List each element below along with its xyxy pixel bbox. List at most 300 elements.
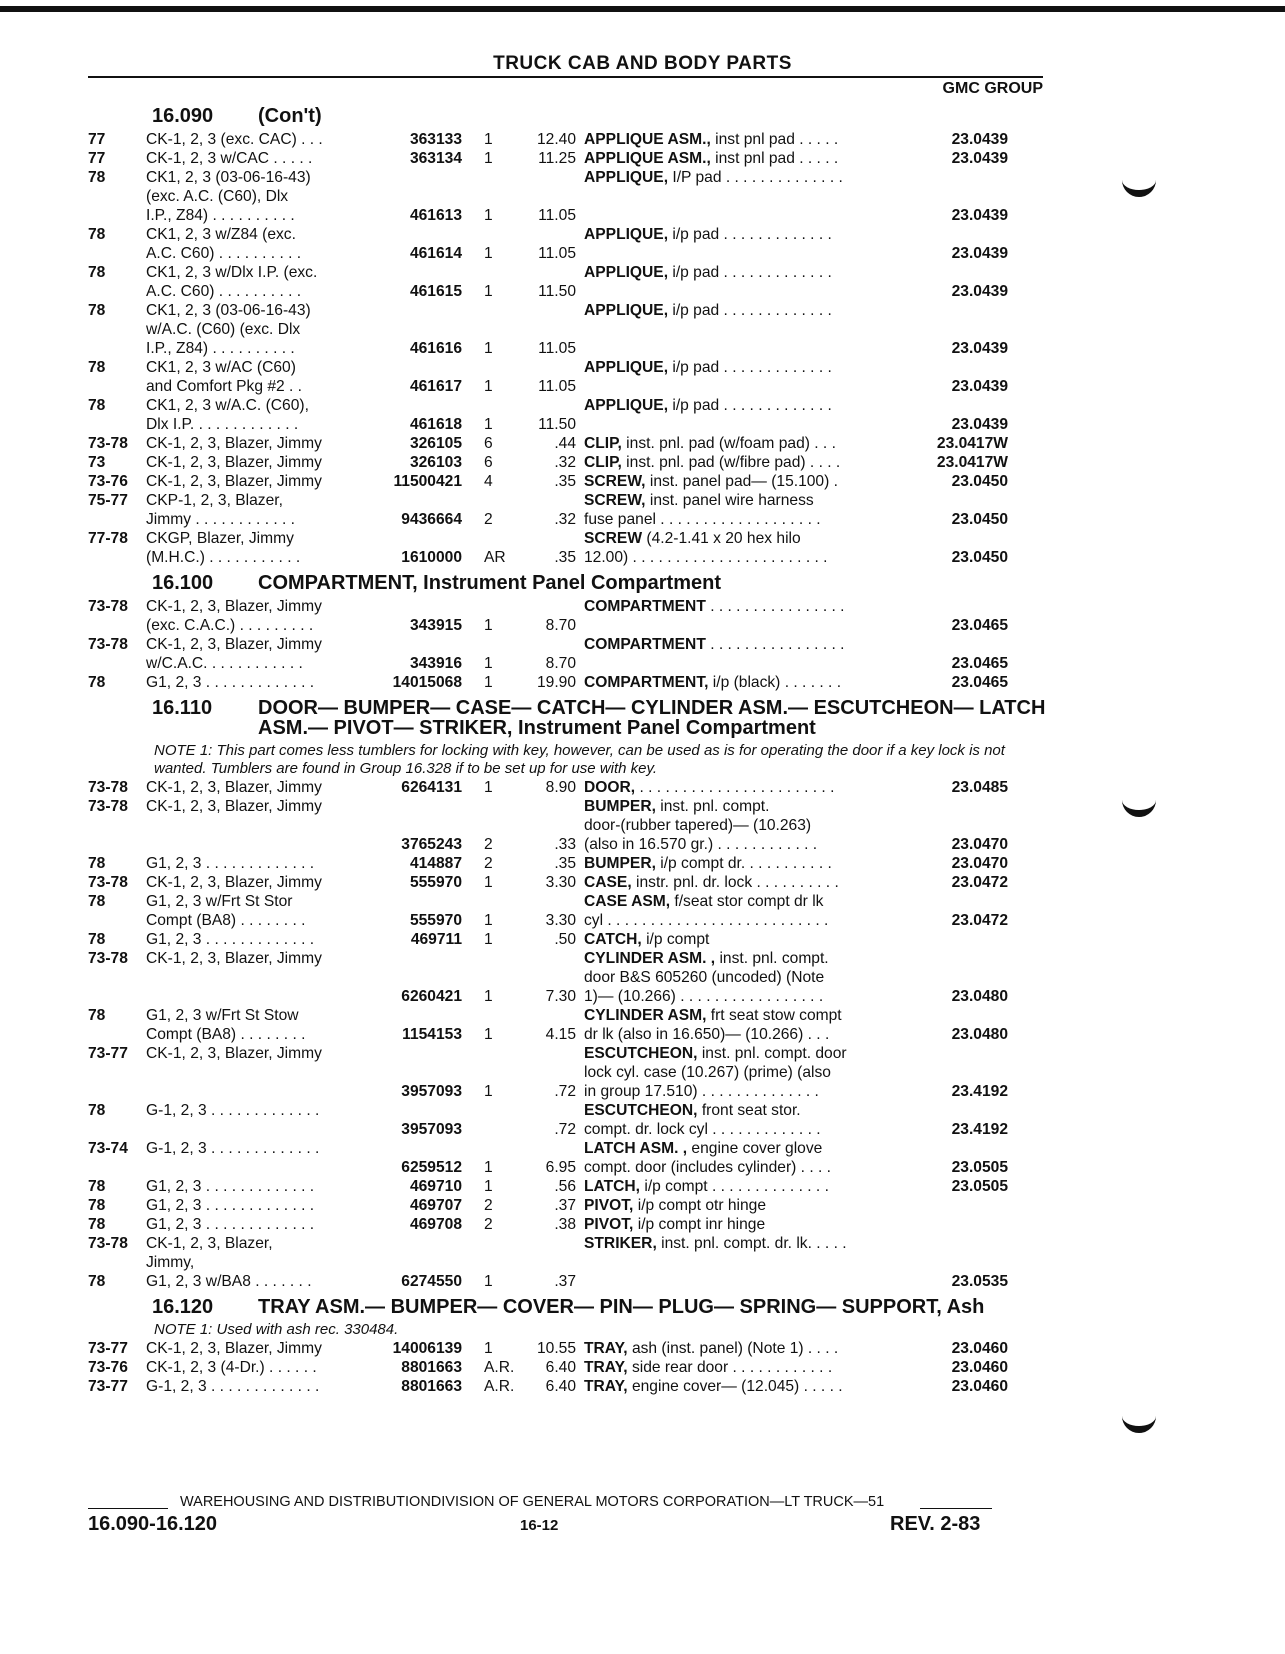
part-row [88,797,1048,854]
section-16.090 [88,106,1048,567]
price: 4.15 [545,1026,576,1043]
gmc-group-number: 23.0465 [951,655,1008,672]
application: CK1, 2, 3 (03-06-16-43) w/A.C. (C60) (exc. Dlx I.P., Z84) . . . . . . . . . . [146,302,311,357]
part-detail: inst. pnl. compt. door-(rubber tapered)— (10.263) (also in 16.570 gr.) . . . . . . . . . . . . [584,798,818,853]
part-detail: i/p compt [641,931,710,948]
section-heading [88,698,1048,738]
part-detail: i/p pad . . . . . . . . . . . . . [668,226,832,243]
part-name: COMPARTMENT [584,636,706,653]
gmc-group-number: 23.0485 [951,779,1008,796]
price: .32 [554,511,576,528]
application: G1, 2, 3 . . . . . . . . . . . . . [146,1216,315,1233]
description [576,529,898,567]
quantity: 2 [484,836,493,853]
price: .72 [554,1083,576,1100]
application: G-1, 2, 3 . . . . . . . . . . . . . [146,1378,320,1395]
part-number: 363133 [409,131,462,148]
part-row [88,673,1048,692]
application: CK-1, 2, 3, Blazer, Jimmy [146,874,322,891]
application: CK-1, 2, 3, Blazer, Jimmy [146,1340,322,1357]
gmc-group-number: 23.0465 [951,674,1008,691]
gmc-group-number: 23.0439 [951,207,1008,224]
part-name: SCREW [584,530,643,547]
description [576,778,898,797]
part-name: SCREW, [584,492,646,509]
model-years: 75-77 [88,492,128,509]
application: CK-1, 2, 3, Blazer, Jimmy w/C.A.C. . . . . . . . . . . . [146,636,322,672]
model-years: 73-78 [88,950,128,967]
price: 11.05 [538,207,576,224]
section-number: 16.090 [152,105,214,127]
part-row [88,597,1048,635]
description [576,225,898,244]
gmc-group-number: 23.0460 [951,1378,1008,1395]
price: .35 [554,855,576,872]
part-name: CYLINDER ASM. , [584,950,716,967]
quantity: 2 [484,1216,493,1233]
part-row [88,892,1048,930]
gmc-group-number: 23.0505 [951,1159,1008,1176]
section-number: 16.100 [152,572,214,594]
model-years: 73 [88,454,106,471]
description [576,597,898,616]
gmc-group-number: 23.0439 [951,245,1008,262]
part-row [88,1358,1048,1377]
gmc-group-number: 23.4192 [951,1083,1008,1100]
application: CK1, 2, 3 w/AC (C60) and Comfort Pkg #2 . . [146,359,303,395]
part-number: 14006139 [392,1340,462,1357]
section-heading [88,573,1048,593]
gmc-group-number: 23.0450 [951,511,1008,528]
gmc-group-number: 23.0480 [951,988,1008,1005]
gmc-group-number: 23.0470 [951,855,1008,872]
description [576,1215,898,1234]
model-years: 78 [88,893,106,910]
application: G1, 2, 3 . . . . . . . . . . . . . [146,674,315,691]
model-years: 73-77 [88,1378,128,1395]
part-name: CYLINDER ASM, [584,1007,707,1024]
part-number: 469711 [410,931,462,948]
application: G1, 2, 3 w/Frt St Stow Compt (BA8) . . . . . . . . [146,1007,306,1043]
part-name: APPLIQUE ASM., [584,131,711,148]
part-row [88,1101,1048,1139]
part-row [88,168,1048,225]
price: 7.30 [545,988,576,1005]
part-detail: I/P pad . . . . . . . . . . . . . . [668,169,843,186]
part-row [88,529,1048,567]
quantity: 4 [484,473,493,490]
description [576,1358,898,1377]
part-name: STRIKER, [584,1235,657,1252]
part-row [88,949,1048,1006]
section-number: 16.110 [152,697,213,719]
part-detail: i/p compt . . . . . . . . . . . . . . [640,1178,829,1195]
model-years: 78 [88,1197,106,1214]
part-name: APPLIQUE, [584,359,669,376]
part-row [88,434,1048,453]
gmc-group-number: 23.0535 [951,1273,1008,1290]
application: G-1, 2, 3 . . . . . . . . . . . . . [146,1140,320,1157]
footer-rule-left [88,1508,168,1509]
gmc-group-number: 23.0439 [951,378,1008,395]
application: CK1, 2, 3 w/Dlx I.P. (exc. A.C. C60) . . . . . . . . . . [146,264,318,300]
price: 11.50 [538,283,576,300]
description [576,797,898,854]
application: CK-1, 2, 3, Blazer, Jimmy [146,473,322,490]
price: 8.70 [545,617,576,634]
part-number: 6264131 [401,779,462,796]
price: 3.30 [545,912,576,929]
quantity: 1 [484,988,493,1005]
binder-hole-top [1122,160,1156,197]
model-years: 78 [88,226,106,243]
part-row [88,358,1048,396]
part-detail: i/p compt dr. . . . . . . . . . . [655,855,832,872]
section-16.110 [88,698,1048,1291]
part-number: 469710 [409,1178,462,1195]
application: G1, 2, 3 w/Frt St Stor Compt (BA8) . . . . . . . . [146,893,306,929]
model-years: 78 [88,1102,106,1119]
price: .35 [554,549,576,566]
quantity: 1 [484,655,493,672]
part-name: COMPARTMENT [584,598,706,615]
part-name: APPLIQUE, [584,169,669,186]
gmc-group-number: 23.0470 [951,836,1008,853]
part-row [88,1139,1048,1177]
part-detail: inst. pnl. compt. door B&S 605260 (uncoded) (Note 1)— (10.266) . . . . . . . . . . . . . . . . . [584,950,829,1005]
section-title: COMPARTMENT, Instrument Panel Compartment [258,572,721,594]
part-number: 461616 [409,340,462,357]
model-years: 78 [88,855,106,872]
application: CK-1, 2, 3 (exc. CAC) . . . [146,131,323,148]
part-detail: i/p compt otr hinge [633,1197,767,1214]
description [576,949,898,1006]
part-row [88,149,1048,168]
part-name: CLIP, [584,454,622,471]
model-years: 78 [88,931,106,948]
part-row [88,1234,1048,1291]
part-name: APPLIQUE ASM., [584,150,711,167]
part-number: 469707 [409,1197,462,1214]
model-years: 78 [88,302,106,319]
application: G1, 2, 3 . . . . . . . . . . . . . [146,1197,315,1214]
application: CK-1, 2, 3, Blazer, Jimmy [146,798,322,815]
part-name: SCREW, [584,473,646,490]
description [576,358,898,377]
quantity: 1 [484,1083,493,1100]
part-number: 555970 [409,912,462,929]
price: .35 [554,473,576,490]
price: 19.90 [536,674,576,691]
price: 11.05 [538,245,576,262]
model-years: 77 [88,150,106,167]
footer-line: WAREHOUSING AND DISTRIBUTIONDIVISION OF GENERAL MOTORS CORPORATION—LT TRUCK—51 [180,1494,885,1510]
application: CK1, 2, 3 (03-06-16-43) (exc. A.C. (C60), Dlx I.P., Z84) . . . . . . . . . . [146,169,311,224]
description [576,635,898,654]
part-detail: inst. pnl. pad (w/fibre pad) . . . . [621,454,841,471]
part-detail: inst. pnl. pad (w/foam pad) . . . [621,435,836,452]
part-detail: engine cover— (12.045) . . . . . [627,1378,843,1395]
application: CK1, 2, 3 w/A.C. (C60), Dlx I.P. . . . . . . . . . . . . [146,397,309,433]
quantity: 1 [484,283,493,300]
price: .32 [554,454,576,471]
description [576,263,898,282]
model-years: 73-76 [88,1359,128,1376]
gmc-group-number: 23.0439 [951,283,1008,300]
part-name: TRAY, [584,1378,628,1395]
section-title: DOOR— BUMPER— CASE— CATCH— CYLINDER ASM.— ESCUTCHEON— LATCH ASM.— PIVOT— STRIKER, Instrument Panel Compartment [258,697,1046,739]
model-years: 73-78 [88,636,128,653]
part-row [88,1215,1048,1234]
part-detail: i/p pad . . . . . . . . . . . . . [668,302,832,319]
part-number: 1154153 [402,1026,462,1043]
model-years: 73-77 [88,1045,128,1062]
part-number: 363134 [409,150,462,167]
model-years: 73-78 [88,779,128,796]
quantity: 6 [484,435,493,452]
price: 8.90 [545,779,576,796]
section-heading [88,106,1048,126]
part-number: 461613 [409,207,462,224]
part-number: 6274550 [401,1273,462,1290]
model-years: 78 [88,264,106,281]
part-name: TRAY, [584,1359,628,1376]
part-row [88,1177,1048,1196]
part-number: 461614 [409,245,462,262]
part-detail: inst. pnl. compt. dr. lk. . . . . [656,1235,847,1252]
description [576,1377,898,1396]
part-number: 461617 [409,378,462,395]
gmc-group-number: 23.0472 [951,912,1008,929]
part-number: 11500421 [393,473,462,490]
quantity: 1 [484,150,493,167]
part-row [88,263,1048,301]
price: .33 [554,836,576,853]
application: CKP-1, 2, 3, Blazer, Jimmy . . . . . . . . . . . . [146,492,296,528]
section-number: 16.120 [152,1296,214,1318]
part-number: 469708 [409,1216,462,1233]
part-row [88,225,1048,263]
price: 8.70 [545,655,576,672]
gmc-group-number: 23.0450 [951,473,1008,490]
part-detail: engine cover glove compt. door (includes cylinder) . . . . [584,1140,831,1176]
part-number: 3957093 [401,1083,462,1100]
title-divider [88,76,1043,78]
gmc-group-number: 23.0460 [951,1359,1008,1376]
description [576,873,898,892]
part-name: BUMPER, [584,855,656,872]
part-name: CASE ASM, [584,893,671,910]
application: CK1, 2, 3 w/Z84 (exc. A.C. C60) . . . . . . . . . . [146,226,302,262]
section-16.100 [88,573,1048,692]
part-detail: (4.2-1.41 x 20 hex hilo 12.00) . . . . . . . . . . . . . . . . . . . . . . . [584,530,828,566]
description [576,673,898,692]
price: .37 [554,1273,576,1290]
part-number: 3765243 [401,836,462,853]
part-detail: instr. pnl. dr. lock . . . . . . . . . . [631,874,839,891]
part-number: 1610000 [401,549,462,566]
part-number: 9436664 [401,511,462,528]
application: CK-1, 2, 3, Blazer, Jimmy [146,950,322,967]
description [576,854,898,873]
quantity: 1 [484,1178,493,1195]
application: CK-1, 2, 3 w/CAC . . . . . [146,150,313,167]
model-years: 73-76 [88,473,128,490]
quantity: 1 [484,378,493,395]
part-number: 343916 [409,655,462,672]
description [576,130,898,149]
gmc-group-number: 23.0450 [951,549,1008,566]
footer-revision: REV. 2-83 [890,1513,981,1535]
application: G1, 2, 3 . . . . . . . . . . . . . [146,1178,315,1195]
quantity: 1 [484,674,493,691]
description [576,1139,898,1177]
footer-section-range: 16.090-16.120 [88,1513,218,1535]
part-name: LATCH, [584,1178,641,1195]
quantity: AR [484,549,506,566]
description [576,930,898,949]
part-detail: inst. panel pad— (15.100) . [645,473,838,490]
price: .72 [554,1121,576,1138]
description [576,149,898,168]
part-detail: front seat stor. compt. dr. lock cyl . . . . . . . . . . . . . [584,1102,821,1138]
price: 11.25 [538,150,576,167]
part-name: CATCH, [584,931,642,948]
quantity: 2 [484,511,493,528]
part-row [88,491,1048,529]
quantity: 1 [484,131,493,148]
description [576,892,898,930]
gmc-group-number: 23.0439 [951,416,1008,433]
model-years: 77-78 [88,530,128,547]
application: CK-1, 2, 3, Blazer, Jimmy (exc. C.A.C.) . . . . . . . . . [146,598,322,634]
part-detail: inst. pnl. compt. door lock cyl. case (10.267) (prime) (also in group 17.510) . . . . . . . . . . . . . . [584,1045,847,1100]
gmc-group-number: 23.0417W [936,454,1008,471]
price: 3.30 [545,874,576,891]
part-number: 6260421 [401,988,462,1005]
quantity: 1 [484,931,493,948]
binder-hole-middle [1122,780,1156,817]
part-name: ESCUTCHEON, [584,1102,698,1119]
gmc-group-number: 23.0505 [951,1178,1008,1195]
part-name: LATCH ASM. , [584,1140,688,1157]
price: 6.40 [545,1378,576,1395]
part-row [88,453,1048,472]
part-number: 326105 [409,435,462,452]
part-row [88,1006,1048,1044]
quantity: 1 [484,874,493,891]
price: 11.05 [538,378,576,395]
top-border [0,6,1285,12]
part-detail: ash (inst. panel) (Note 1) . . . . [627,1340,839,1357]
part-detail: inst. panel wire harness fuse panel . . . . . . . . . . . . . . . . . . . [584,492,821,528]
part-name: PIVOT, [584,1216,634,1233]
price: .44 [554,435,576,452]
part-row [88,1196,1048,1215]
gmc-group-number: 23.0480 [951,1026,1008,1043]
model-years: 78 [88,397,106,414]
price: 11.05 [538,340,576,357]
description [576,1177,898,1196]
part-name: APPLIQUE, [584,226,669,243]
part-number: 6259512 [401,1159,462,1176]
page-title: TRUCK CAB AND BODY PARTS [493,53,792,74]
model-years: 73-77 [88,1340,128,1357]
application: CK-1, 2, 3, Blazer, Jimmy [146,1045,322,1062]
part-row [88,130,1048,149]
quantity: 1 [484,416,493,433]
model-years: 77 [88,131,106,148]
quantity: 2 [484,855,493,872]
price: 11.50 [538,416,576,433]
part-detail: frt seat stow compt dr lk (also in 16.650)— (10.266) . . . [584,1007,842,1043]
application: CK-1, 2, 3, Blazer, Jimmy, G1, 2, 3 w/BA8 . . . . . . . [146,1235,312,1290]
application: CKGP, Blazer, Jimmy (M.H.C.) . . . . . . . . . . . [146,530,301,566]
gmc-group-number: 23.0439 [951,150,1008,167]
part-row [88,930,1048,949]
quantity: 1 [484,1340,493,1357]
part-row [88,1377,1048,1396]
group-label: GMC GROUP [942,80,1043,97]
model-years: 73-78 [88,798,128,815]
part-detail: i/p pad . . . . . . . . . . . . . [668,264,832,281]
part-name: APPLIQUE, [584,264,669,281]
part-name: CASE, [584,874,632,891]
price: .56 [554,1178,576,1195]
price: .37 [554,1197,576,1214]
part-number: 461615 [409,283,462,300]
part-detail: inst pnl pad . . . . . [710,131,839,148]
model-years: 78 [88,1178,106,1195]
gmc-group-number: 23.0460 [951,1340,1008,1357]
quantity: 1 [484,1159,493,1176]
parts-list [88,100,1048,1396]
part-name: CLIP, [584,435,622,452]
quantity: A.R. [484,1378,515,1395]
part-row [88,854,1048,873]
gmc-group-number: 23.0472 [951,874,1008,891]
part-number: 8801663 [401,1359,462,1376]
description [576,1006,898,1044]
model-years: 73-78 78 [88,1235,128,1290]
part-number: 3957093 [401,1121,462,1138]
description [576,453,898,472]
description [576,1044,898,1101]
application: G-1, 2, 3 . . . . . . . . . . . . . [146,1102,320,1119]
part-detail: i/p pad . . . . . . . . . . . . . [668,397,832,414]
part-name: DOOR, [584,779,636,796]
part-name: COMPARTMENT, [584,674,709,691]
description [576,1101,898,1139]
gmc-group-number: 23.0439 [951,340,1008,357]
part-number: 14015068 [392,674,462,691]
description [576,491,898,529]
part-detail: . . . . . . . . . . . . . . . . [705,598,845,615]
part-number: 8801663 [401,1378,462,1395]
quantity: 1 [484,1273,493,1290]
quantity: 1 [484,1026,493,1043]
part-number: 343915 [409,617,462,634]
model-years: 78 [88,1216,106,1233]
application: G1, 2, 3 . . . . . . . . . . . . . [146,931,315,948]
model-years: 78 [88,169,106,186]
quantity: A.R. [484,1359,515,1376]
section-note: NOTE 1: Used with ash rec. 330484. [154,1321,399,1338]
part-name: TRAY, [584,1340,628,1357]
part-detail: i/p compt inr hinge [633,1216,766,1233]
part-name: PIVOT, [584,1197,634,1214]
quantity: 1 [484,617,493,634]
